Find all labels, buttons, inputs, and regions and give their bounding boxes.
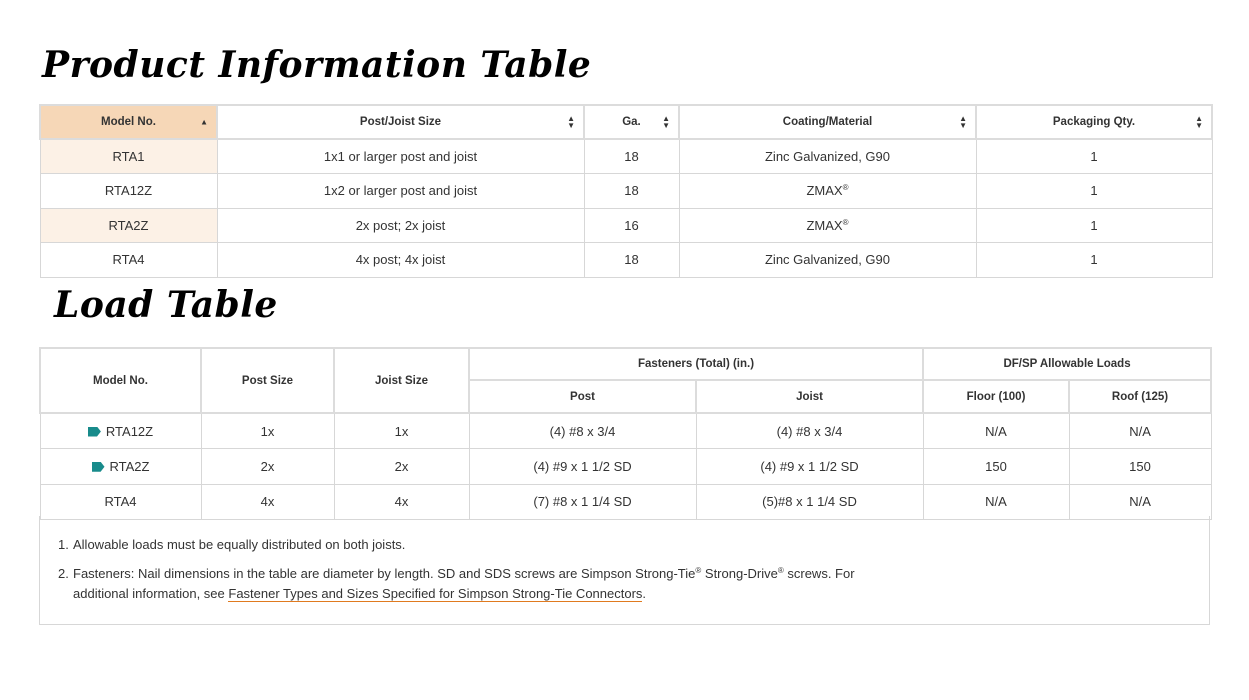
sort-icon[interactable]: ▲ ▼ <box>959 114 967 130</box>
column-header-gauge[interactable]: Ga. ▲ ▼ <box>584 105 679 139</box>
roof-load-cell: 150 <box>1069 449 1211 485</box>
fastener-post-cell: (4) #9 x 1 1/2 SD <box>469 449 696 485</box>
floor-load-cell: N/A <box>923 413 1069 449</box>
roof-load-cell: N/A <box>1069 413 1211 449</box>
gauge-cell: 18 <box>584 139 679 174</box>
header-model-no: Model No. <box>40 348 201 413</box>
model-cell: RTA2Z <box>40 449 201 485</box>
roof-load-cell: N/A <box>1069 484 1211 520</box>
header-joist-size: Joist Size <box>334 348 469 413</box>
note-item: 1. Allowable loads must be equally distributed on both joists. <box>58 537 406 552</box>
load-table-notes <box>39 516 1210 625</box>
model-cell: RTA12Z <box>40 413 201 449</box>
joist-size-cell: 1x <box>334 413 469 449</box>
sort-icon[interactable]: ▲ ▼ <box>1195 114 1203 130</box>
model-cell: RTA4 <box>40 484 201 520</box>
post-size-cell: 1x <box>201 413 334 449</box>
post-size-cell: 4x <box>201 484 334 520</box>
gauge-cell: 18 <box>584 174 679 209</box>
column-header-model-no[interactable]: Model No. ▲ <box>40 105 217 139</box>
fastener-types-link[interactable]: Fastener Types and Sizes Specified for Simpson Strong-Tie Connectors <box>228 586 643 601</box>
fastener-post-cell: (4) #8 x 3/4 <box>469 413 696 449</box>
note-item: 2. Fasteners: Nail dimensions in the table are diameter by length. SD and SDS screws are Simpson Strong-Tie® Strong-Drive® screws. For additional information, see Fastener Types and Sizes Specified for Simpson Strong-Tie Connectors. <box>58 566 855 601</box>
sort-icon[interactable]: ▲ ▼ <box>662 114 670 130</box>
qty-cell: 1 <box>976 208 1212 243</box>
floor-load-cell: 150 <box>923 449 1069 485</box>
coating-cell: ZMAX® <box>679 208 976 243</box>
header-fasteners: Fasteners (Total) (in.) <box>469 348 923 380</box>
size-cell: 4x post; 4x joist <box>217 243 584 278</box>
header-allowable-loads: DF/SP Allowable Loads <box>923 348 1211 380</box>
fastener-joist-cell: (4) #9 x 1 1/2 SD <box>696 449 923 485</box>
header-post-size: Post Size <box>201 348 334 413</box>
coating-cell: Zinc Galvanized, G90 <box>679 243 976 278</box>
tag-icon <box>92 462 105 472</box>
coating-cell: Zinc Galvanized, G90 <box>679 139 976 174</box>
table-row <box>40 484 1211 520</box>
header-floor: Floor (100) <box>923 380 1069 413</box>
column-header-coating-material[interactable]: Coating/Material ▲ ▼ <box>679 105 976 139</box>
size-cell: 2x post; 2x joist <box>217 208 584 243</box>
fastener-joist-cell: (5)#8 x 1 1/4 SD <box>696 484 923 520</box>
sort-ascending-icon[interactable]: ▲ <box>200 117 208 127</box>
qty-cell: 1 <box>976 139 1212 174</box>
sort-icon[interactable]: ▲ ▼ <box>567 114 575 130</box>
gauge-cell: 16 <box>584 208 679 243</box>
post-size-cell: 2x <box>201 449 334 485</box>
header-roof: Roof (125) <box>1069 380 1211 413</box>
table-row <box>40 139 1212 174</box>
floor-load-cell: N/A <box>923 484 1069 520</box>
table-row <box>40 449 1211 485</box>
model-cell: RTA12Z <box>40 174 217 209</box>
column-header-post-joist-size[interactable]: Post/Joist Size ▲ ▼ <box>217 105 584 139</box>
qty-cell: 1 <box>976 174 1212 209</box>
fastener-joist-cell: (4) #8 x 3/4 <box>696 413 923 449</box>
qty-cell: 1 <box>976 243 1212 278</box>
product-table-title: Product Information Table <box>42 44 592 86</box>
joist-size-cell: 4x <box>334 484 469 520</box>
load-table-title: Load Table <box>54 284 278 326</box>
header-fastener-post: Post <box>469 380 696 413</box>
size-cell: 1x1 or larger post and joist <box>217 139 584 174</box>
column-header-packaging-qty[interactable]: Packaging Qty. ▲ ▼ <box>976 105 1212 139</box>
tag-icon <box>88 427 101 437</box>
size-cell: 1x2 or larger post and joist <box>217 174 584 209</box>
product-information-table <box>39 104 1213 278</box>
coating-cell: ZMAX® <box>679 174 976 209</box>
table-row <box>40 413 1211 449</box>
model-cell: RTA2Z <box>40 208 217 243</box>
load-table <box>39 347 1212 520</box>
joist-size-cell: 2x <box>334 449 469 485</box>
model-cell: RTA4 <box>40 243 217 278</box>
header-fastener-joist: Joist <box>696 380 923 413</box>
model-cell: RTA1 <box>40 139 217 174</box>
fastener-post-cell: (7) #8 x 1 1/4 SD <box>469 484 696 520</box>
table-row <box>40 243 1212 278</box>
table-row <box>40 174 1212 209</box>
gauge-cell: 18 <box>584 243 679 278</box>
table-row <box>40 208 1212 243</box>
